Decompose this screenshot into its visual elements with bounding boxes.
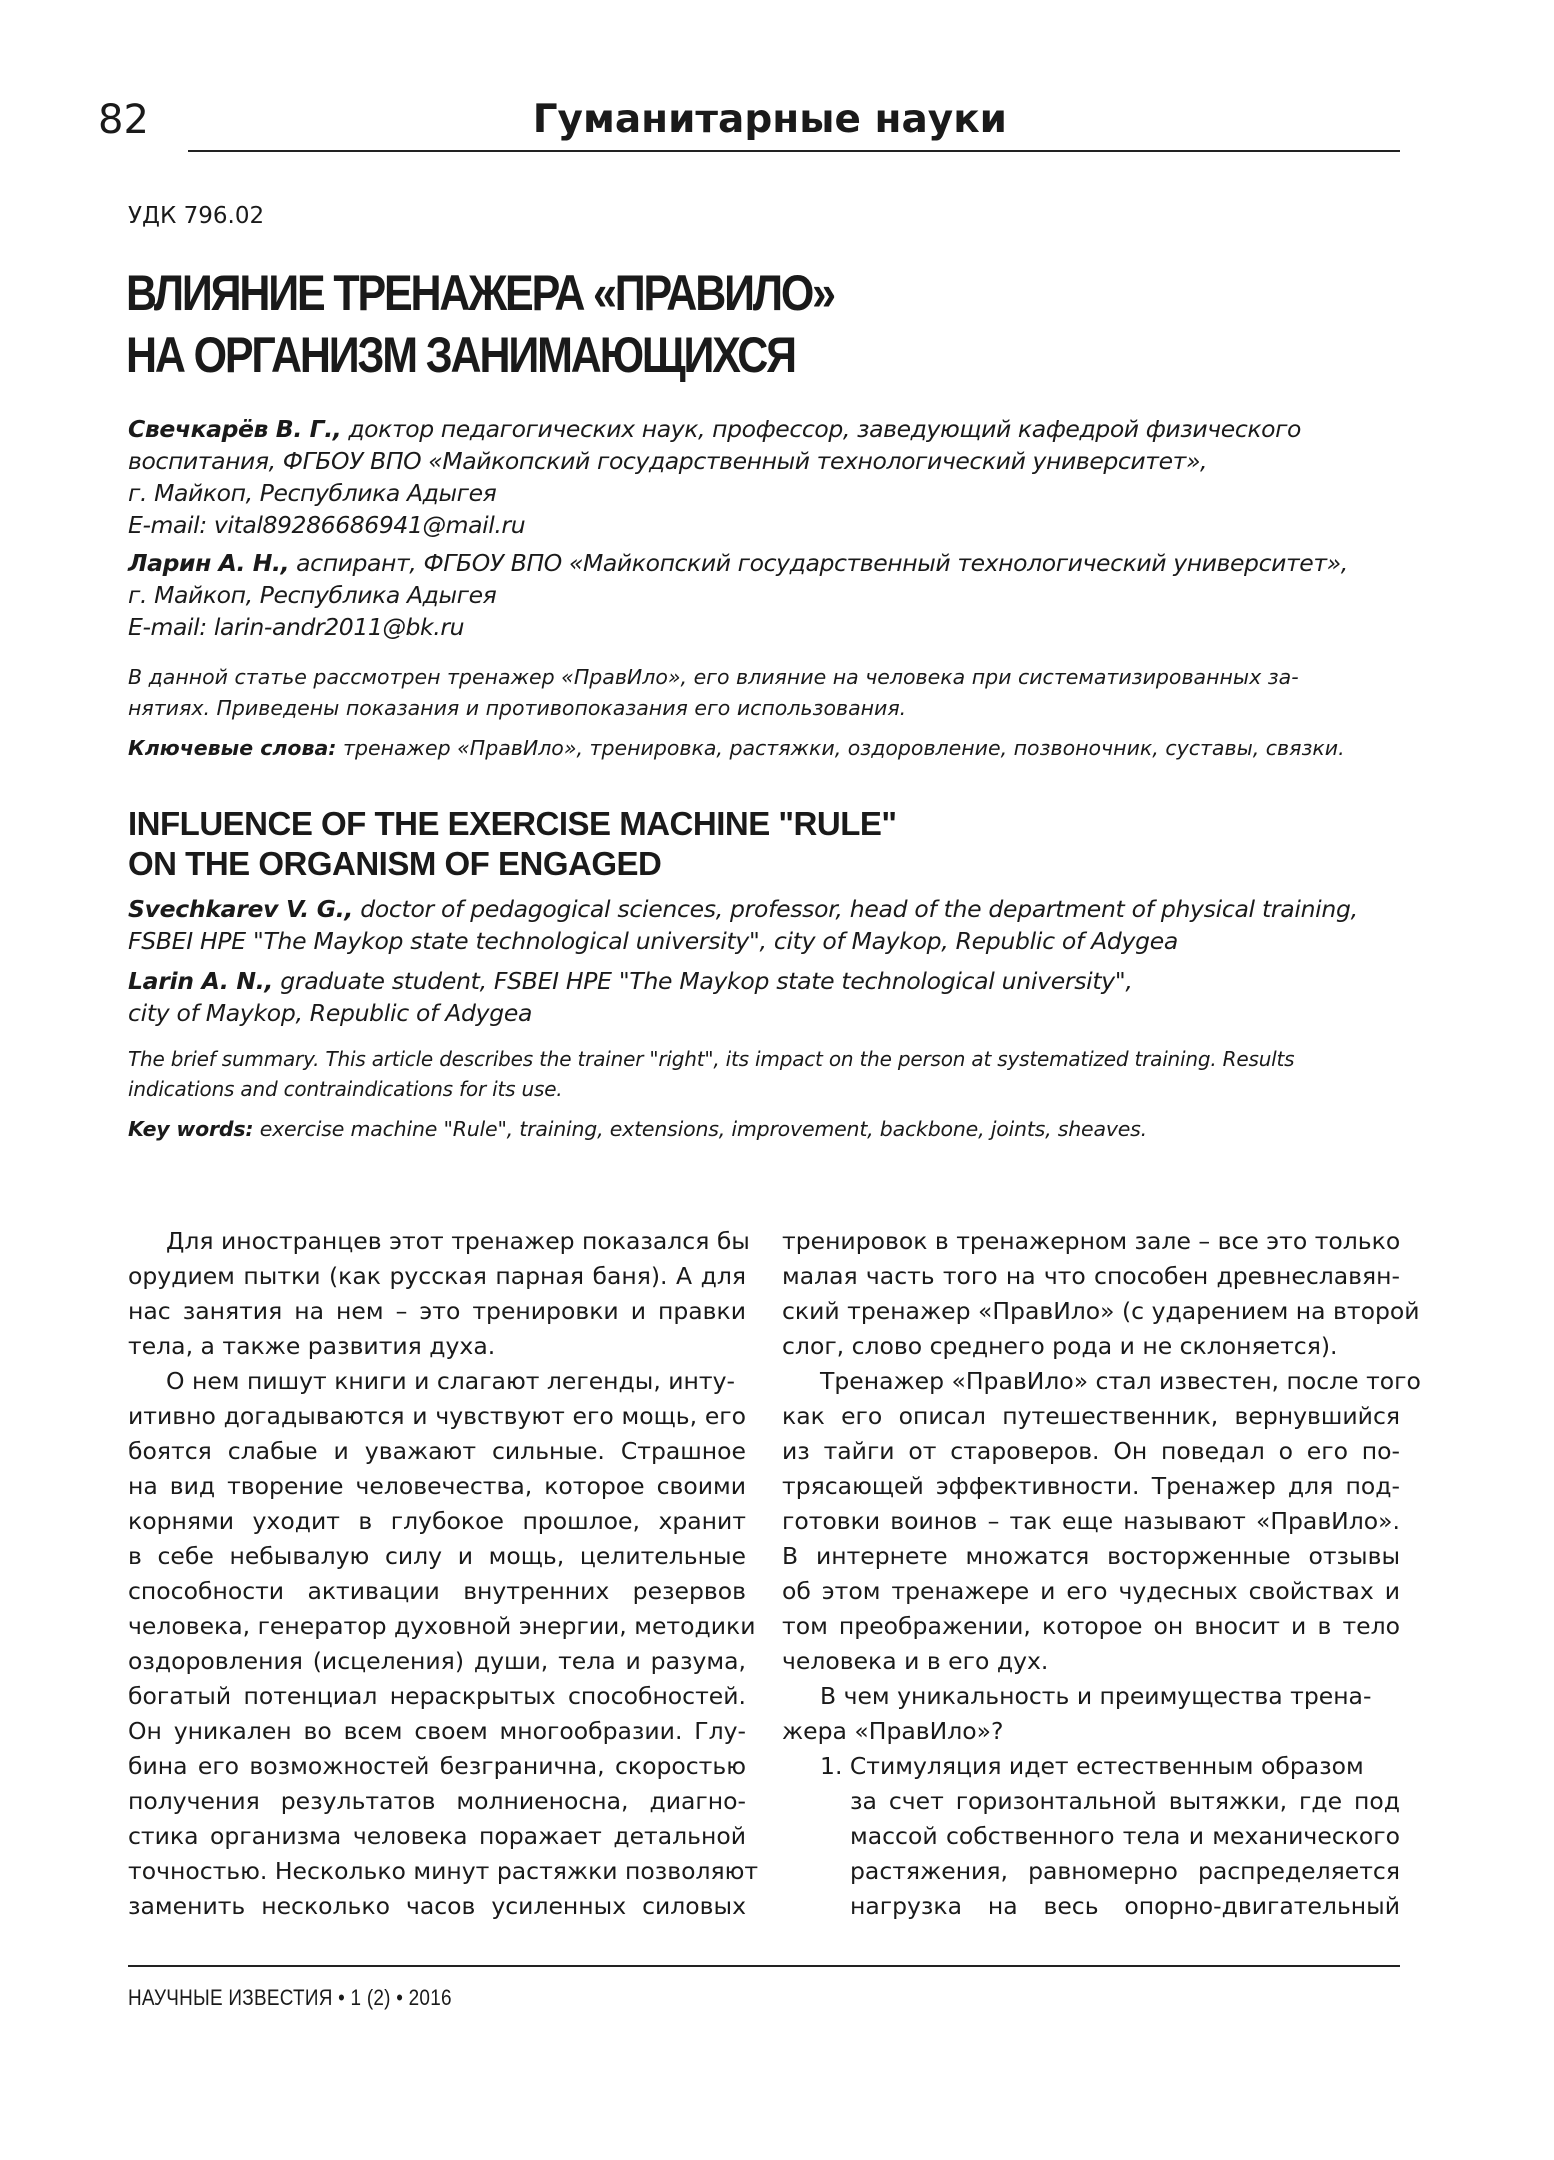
author-affiliation: воспитания, ФГБОУ ВПО «Майкопский государственный технологический университет», <box>128 447 1208 475</box>
body-line: получения результатов молниеносна, диагно- <box>128 1787 746 1815</box>
author-city: city of Maykop, Republic of Adygea <box>128 999 533 1027</box>
body-line: В интернете множатся восторженные отзывы <box>782 1542 1400 1570</box>
author-city: г. Майкоп, Республика Адыгея <box>128 479 497 507</box>
authors-ru <box>128 413 1428 649</box>
journal-footer: НАУЧНЫЕ ИЗВЕСТИЯ • 1 (2) • 2016 <box>128 1985 452 2010</box>
body-line: человека и в его дух. <box>782 1647 1049 1675</box>
author-email[interactable]: E-mail: larin-andr2011@bk.ru <box>128 613 465 641</box>
author-name: Свечкарёв В. Г., <box>128 415 342 443</box>
author-name: Larin A. N., <box>128 967 274 995</box>
body-line: на вид творение человечества, которое своими <box>128 1472 746 1500</box>
title-en-line: ON THE ORGANISM OF ENGAGED <box>128 845 662 882</box>
list-item-line: растяжения, равномерно распределяется <box>850 1857 1400 1885</box>
title-en-line: INFLUENCE OF THE EXERCISE MACHINE "RULE" <box>128 805 897 842</box>
body-line: в себе небывалую силу и мощь, целительные <box>128 1542 746 1570</box>
author-ru-1 <box>128 413 1428 541</box>
article-title-ru <box>126 262 834 386</box>
body-line: боятся слабые и уважают сильные. Страшное <box>128 1437 746 1465</box>
author-affiliation: аспирант, ФГБОУ ВПО «Майкопский государственный технологический университет», <box>289 549 1348 577</box>
footer-rule <box>128 1965 1400 1967</box>
author-affiliation: graduate student, FSBEI HPE "The Maykop state technological university", <box>273 967 1133 995</box>
header-rule <box>188 150 1400 152</box>
body-line: оздоровления (исцеления) души, тела и разума, <box>128 1647 746 1675</box>
body-line: из тайги от староверов. Он поведал о его по- <box>782 1437 1400 1465</box>
title-ru-line: ВЛИЯНИЕ ТРЕНАЖЕРА «ПРАВИЛО» <box>126 265 834 321</box>
keywords-text: тренажер «ПравИло», тренировка, растяжки, оздоровление, позвоночник, суставы, связки. <box>336 736 1345 760</box>
author-ru-2 <box>128 547 1428 643</box>
body-line: точностью. Несколько минут растяжки позволяют <box>128 1857 759 1885</box>
keywords-ru <box>128 733 1428 764</box>
title-ru-line: НА ОРГАНИЗМ ЗАНИМАЮЩИХСЯ <box>126 327 795 383</box>
body-line: стика организма человека поражает детальной <box>128 1822 746 1850</box>
body-line: Он уникален во всем своем многообразии. Глу- <box>128 1717 746 1745</box>
abstract-line: indications and contraindications for its use. <box>128 1077 563 1101</box>
body-line: малая часть того на что способен древнеславян- <box>782 1262 1400 1290</box>
body-line: слог, слово среднего рода и не склоняется). <box>782 1332 1338 1360</box>
body-line: жера «ПравИло»? <box>782 1717 1004 1745</box>
author-affiliation: доктор педагогических наук, профессор, заведующий кафедрой физического <box>341 415 1302 443</box>
body-line: человека, генератор духовной энергии, методики <box>128 1612 756 1640</box>
abstract-ru <box>128 662 1428 724</box>
body-line: готовки воинов – так еще называют «ПравИло». <box>782 1507 1400 1535</box>
article-title-en <box>128 804 897 884</box>
body-line: тела, а также развития духа. <box>128 1332 496 1360</box>
author-en-2 <box>128 965 1428 1029</box>
body-line: бина его возможностей безгранична, скоростью <box>128 1752 746 1780</box>
list-item-line: массой собственного тела и механического <box>850 1822 1400 1850</box>
body-line: тренировок в тренажерном зале – все это только <box>782 1227 1401 1255</box>
author-email[interactable]: E-mail: vital89286686941@mail.ru <box>128 511 526 539</box>
body-line: итивно догадываются и чувствуют его мощь, его <box>128 1402 746 1430</box>
body-line: богатый потенциал нераскрытых способностей. <box>128 1682 746 1710</box>
keywords-en <box>128 1114 1147 1144</box>
body-line: орудием пытки (как русская парная баня). А для <box>128 1262 746 1290</box>
author-affiliation: FSBEI HPE "The Maykop state technological university", city of Maykop, Republic of Adygea <box>128 927 1178 955</box>
keywords-text: exercise machine "Rule", training, extensions, improvement, backbone, joints, sheaves. <box>253 1117 1147 1141</box>
author-affiliation: doctor of pedagogical sciences, professor, head of the department of physical training, <box>353 895 1358 923</box>
body-line: способности активации внутренних резервов <box>128 1577 746 1605</box>
abstract-en <box>128 1044 1428 1104</box>
udk-code: УДК 796.02 <box>128 203 265 229</box>
body-line: В чем уникальность и преимущества трена- <box>820 1682 1372 1710</box>
body-line: Для иностранцев этот тренажер показался бы <box>166 1227 750 1255</box>
author-name: Svechkarev V. G., <box>128 895 354 923</box>
abstract-line: The brief summary. This article describes the trainer "right", its impact on the person at systematized training. Results <box>128 1047 1295 1071</box>
author-city: г. Майкоп, Республика Адыгея <box>128 581 497 609</box>
body-line: ский тренажер «ПравИло» (с ударением на второй <box>782 1297 1420 1325</box>
keywords-label: Ключевые слова: <box>128 736 337 760</box>
keywords-label: Key words: <box>128 1117 254 1141</box>
list-item-line: нагрузка на весь опорно-двигательный <box>850 1892 1400 1920</box>
body-line: Тренажер «ПравИло» стал известен, после того <box>820 1367 1421 1395</box>
body-line: О нем пишут книги и слагают легенды, инту- <box>166 1367 735 1395</box>
list-item-line: за счет горизонтальной вытяжки, где под <box>850 1787 1400 1815</box>
body-line: корнями уходит в глубокое прошлое, хранит <box>128 1507 746 1535</box>
body-line: заменить несколько часов усиленных силовых <box>128 1892 746 1920</box>
body-line: трясающей эффективности. Тренажер для под- <box>782 1472 1400 1500</box>
section-title: Гуманитарные науки <box>532 97 1007 142</box>
body-line: об этом тренажере и его чудесных свойствах и <box>782 1577 1400 1605</box>
authors-en <box>128 893 1428 1037</box>
body-line: как его описал путешественник, вернувшийся <box>782 1402 1400 1430</box>
abstract-line: В данной статье рассмотрен тренажер «ПравИло», его влияние на человека при систематизированных за- <box>128 665 1299 689</box>
author-name: Ларин А. Н., <box>128 549 290 577</box>
body-line: нас занятия на нем – это тренировки и правки <box>128 1297 746 1325</box>
body-column-left <box>128 1224 759 1924</box>
page-number: 82 <box>98 97 149 143</box>
body-column-right <box>782 1224 1421 1924</box>
abstract-line: нятиях. Приведены показания и противопоказания его использования. <box>128 696 907 720</box>
list-item-line: 1. Стимуляция идет естественным образом <box>820 1752 1364 1780</box>
author-en-1 <box>128 893 1428 957</box>
body-line: том преображении, которое он вносит и в тело <box>782 1612 1400 1640</box>
